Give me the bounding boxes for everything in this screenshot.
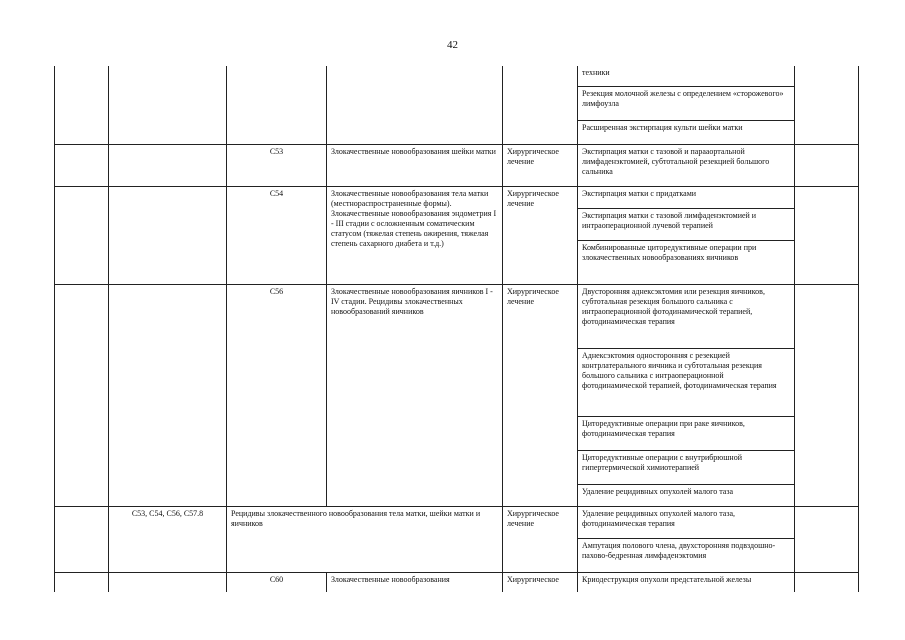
procedure-cell: Циторедуктивные операции с внутрибрюшной гипертермической химиотерапией bbox=[578, 450, 795, 484]
procedure-cell: Аднексэктомия односторонняя с резекцией контрлатерального яичника и субтотальная резекция большого сальника с интраоперационной фотодинамической терапией, фотодинамическая терапия bbox=[578, 348, 795, 416]
code-cell: C54 bbox=[227, 186, 327, 284]
procedure-cell: Удаление рецидивных опухолей малого таза, фотодинамическая терапия bbox=[578, 506, 795, 538]
procedure-cell: Двусторонняя аднексэктомия или резекция яичников, субтотальная резекция большого сальника с интраоперационной фотодинамической терапией, фотодинамическая терапия bbox=[578, 284, 795, 348]
table-cell-empty bbox=[795, 284, 859, 506]
table-cell-empty bbox=[109, 186, 227, 284]
procedure-cell: Ампутация полового члена, двухсторонняя подвздошно-пахово-бедренная лимфаденэктомия bbox=[578, 538, 795, 572]
diagnosis-cell: Рецидивы злокачественного новообразования тела матки, шейки матки и яичников bbox=[227, 506, 503, 572]
table-cell-empty bbox=[109, 144, 227, 186]
table-cell-empty bbox=[109, 572, 227, 592]
procedure-cell: Экстирпация матки с тазовой и парааортальной лимфаденэктомией, субтотальной резекцией большого сальника bbox=[578, 144, 795, 186]
table-cell-empty bbox=[795, 186, 859, 284]
table-cell-empty bbox=[795, 572, 859, 592]
code-cell: C53 bbox=[227, 144, 327, 186]
procedure-cell: техники bbox=[578, 66, 795, 86]
table-cell-empty bbox=[795, 144, 859, 186]
table-cell-empty bbox=[55, 284, 109, 506]
treatment-cell: Хирургическое лечение bbox=[503, 186, 578, 284]
table-cell-empty bbox=[109, 284, 227, 506]
diagnosis-cell: Злокачественные новообразования bbox=[327, 572, 503, 592]
procedure-cell: Резекция молочной железы с определением «сторожевого» лимфоузла bbox=[578, 86, 795, 120]
table-cell-empty bbox=[795, 506, 859, 572]
procedure-cell: Удаление рецидивных опухолей малого таза bbox=[578, 484, 795, 506]
table-cell-empty bbox=[55, 66, 109, 144]
table-cell-empty bbox=[795, 66, 859, 144]
procedure-cell: Экстирпация матки с придатками bbox=[578, 186, 795, 208]
procedure-cell: Циторедуктивные операции при раке яичников, фотодинамическая терапия bbox=[578, 416, 795, 450]
diagnosis-cell: Злокачественные новообразования шейки матки bbox=[327, 144, 503, 186]
procedure-cell: Криодеструкция опухоли предстательной железы bbox=[578, 572, 795, 592]
treatment-cell: Хирургическое лечение bbox=[503, 284, 578, 506]
diagnosis-cell: Злокачественные новообразования тела матки (местнораспространенные формы). Злокачественные новообразования эндометрия I - III стадии с осложненным соматическим статусом (тяжелая степень ожирения, тяжелая степень сахарного диабета и т.д.) bbox=[327, 186, 503, 284]
treatment-cell: Хирургическое лечение bbox=[503, 144, 578, 186]
treatment-cell bbox=[503, 66, 578, 144]
treatment-cell: Хирургическое bbox=[503, 572, 578, 592]
treatment-cell: Хирургическое лечение bbox=[503, 506, 578, 572]
procedures-table bbox=[54, 66, 859, 592]
procedure-cell: Комбинированные циторедуктивные операции при злокачественных новообразованиях яичников bbox=[578, 240, 795, 284]
code-cell: C56 bbox=[227, 284, 327, 506]
code-cell: C53, C54, C56, C57.8 bbox=[109, 506, 227, 572]
table-cell-empty bbox=[109, 66, 227, 144]
diagnosis-cell: Злокачественные новообразования яичников I - IV стадии. Рецидивы злокачественных новообразований яичников bbox=[327, 284, 503, 506]
code-cell bbox=[227, 66, 327, 144]
diagnosis-cell bbox=[327, 66, 503, 144]
page-number: 42 bbox=[447, 39, 458, 51]
table-cell-empty bbox=[55, 572, 109, 592]
code-cell: C60 bbox=[227, 572, 327, 592]
table-cell-empty bbox=[55, 144, 109, 186]
table-cell-empty bbox=[55, 506, 109, 572]
procedure-cell: Расширенная экстирпация культи шейки матки bbox=[578, 120, 795, 144]
procedure-cell: Экстирпация матки с тазовой лимфаденэктомией и интраоперационной лучевой терапией bbox=[578, 208, 795, 240]
table-cell-empty bbox=[55, 186, 109, 284]
